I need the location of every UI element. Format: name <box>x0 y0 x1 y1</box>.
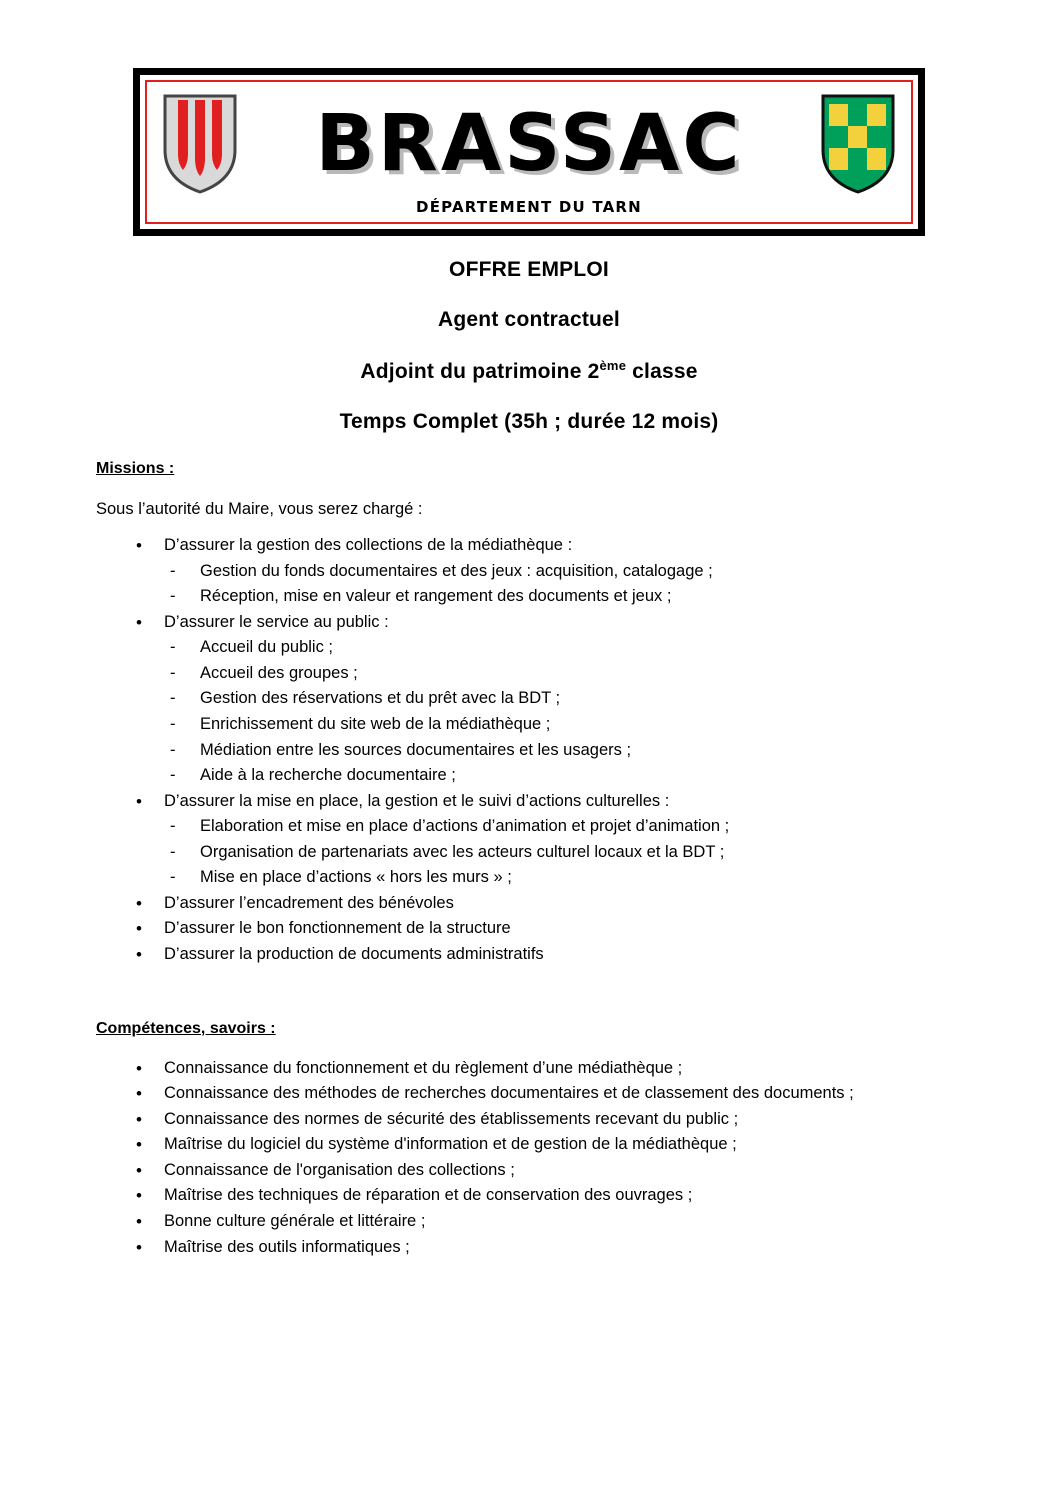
subtitle-grade-sup: ème <box>599 358 627 373</box>
mission-subitem: - Réception, mise en valeur et rangement des documents et jeux ; <box>164 584 962 610</box>
mission-group <box>96 533 962 610</box>
mission-subitems <box>164 559 962 610</box>
header-logo <box>96 68 962 236</box>
brassac-coat-of-arms-icon <box>161 92 239 196</box>
mission-subitem: - Aide à la recherche documentaire ; <box>164 763 962 789</box>
mission-subitem: - Gestion du fonds documentaires et des jeux : acquisition, catalogage ; <box>164 559 962 585</box>
mission-item-label: • D’assurer la production de documents administratifs <box>164 945 544 963</box>
mission-subitem: - Mise en place d’actions « hors les murs » ; <box>164 865 962 891</box>
logo-wordmark: BRASSAC <box>315 99 743 189</box>
subtitle-grade <box>96 358 962 384</box>
logo-outer-frame <box>133 68 925 236</box>
mission-bullet-label: • D’assurer la gestion des collections de la médiathèque : <box>164 536 572 554</box>
mission-subitem: - Organisation de partenariats avec les acteurs culturel locaux et la BDT ; <box>164 840 962 866</box>
missions-heading: Missions : <box>96 460 175 477</box>
mission-bullet-label: • D’assurer la mise en place, la gestion et le suivi d’actions culturelles : <box>164 792 669 810</box>
competence-item <box>96 1132 962 1158</box>
competence-item-label: • Maîtrise des outils informatiques ; <box>164 1238 410 1256</box>
competence-item <box>96 1056 962 1082</box>
logo-caption: DÉPARTEMENT DU TARN <box>416 198 642 216</box>
missions-final-list <box>96 891 962 968</box>
mission-subitem: - Enrichissement du site web de la médiathèque ; <box>164 712 962 738</box>
competence-item-label: • Connaissance du fonctionnement et du règlement d’une médiathèque ; <box>164 1059 682 1077</box>
logo-inner-frame <box>145 80 913 224</box>
mission-item-label: • D’assurer le bon fonctionnement de la structure <box>164 919 511 937</box>
mission-item <box>96 942 962 968</box>
subtitle-role: Agent contractuel <box>438 308 620 331</box>
competence-item <box>96 1183 962 1209</box>
mission-item <box>96 916 962 942</box>
mission-bullet-label: • D’assurer le service au public : <box>164 613 389 631</box>
page-title: OFFRE EMPLOI <box>449 258 609 281</box>
competence-item <box>96 1235 962 1261</box>
mission-item-label: • D’assurer l’encadrement des bénévoles <box>164 894 454 912</box>
competence-item-label: • Connaissance des méthodes de recherches documentaires et de classement des documents ; <box>164 1084 854 1102</box>
mission-subitem: - Médiation entre les sources documentaires et les usagers ; <box>164 738 962 764</box>
mission-subitem: - Gestion des réservations et du prêt avec la BDT ; <box>164 686 962 712</box>
mission-subitem: - Accueil du public ; <box>164 635 962 661</box>
competence-item <box>96 1158 962 1184</box>
mission-group <box>96 610 962 789</box>
competences-list <box>96 1056 962 1261</box>
missions-list <box>96 533 962 891</box>
competence-item-label: • Maîtrise des techniques de réparation et de conservation des ouvrages ; <box>164 1186 692 1204</box>
missions-lead: Sous l’autorité du Maire, vous serez chargé : <box>96 500 423 518</box>
subtitle-grade-before: Adjoint du patrimoine 2 <box>360 360 600 383</box>
mission-group <box>96 789 962 891</box>
subtitle-grade-after: classe <box>626 360 698 383</box>
competence-item-label: • Connaissance des normes de sécurité des établissements recevant du public ; <box>164 1110 738 1128</box>
mission-subitems <box>164 635 962 788</box>
subtitle-schedule: Temps Complet (35h ; durée 12 mois) <box>339 410 719 433</box>
mission-item <box>96 891 962 917</box>
competence-item-label: • Maîtrise du logiciel du système d'information et de gestion de la médiathèque ; <box>164 1135 737 1153</box>
competence-item <box>96 1081 962 1107</box>
competence-item <box>96 1209 962 1235</box>
competence-item <box>96 1107 962 1133</box>
document-titles <box>96 258 962 434</box>
competences-heading: Compétences, savoirs : <box>96 1019 276 1037</box>
mission-subitems <box>164 814 962 891</box>
mission-subitem: - Accueil des groupes ; <box>164 661 962 687</box>
mission-subitem: - Elaboration et mise en place d’actions d’animation et projet d’animation ; <box>164 814 962 840</box>
competence-item-label: • Connaissance de l'organisation des collections ; <box>164 1161 515 1179</box>
competence-item-label: • Bonne culture générale et littéraire ; <box>164 1212 425 1230</box>
tarn-coat-of-arms-icon <box>819 92 897 196</box>
logo-row <box>161 92 897 196</box>
